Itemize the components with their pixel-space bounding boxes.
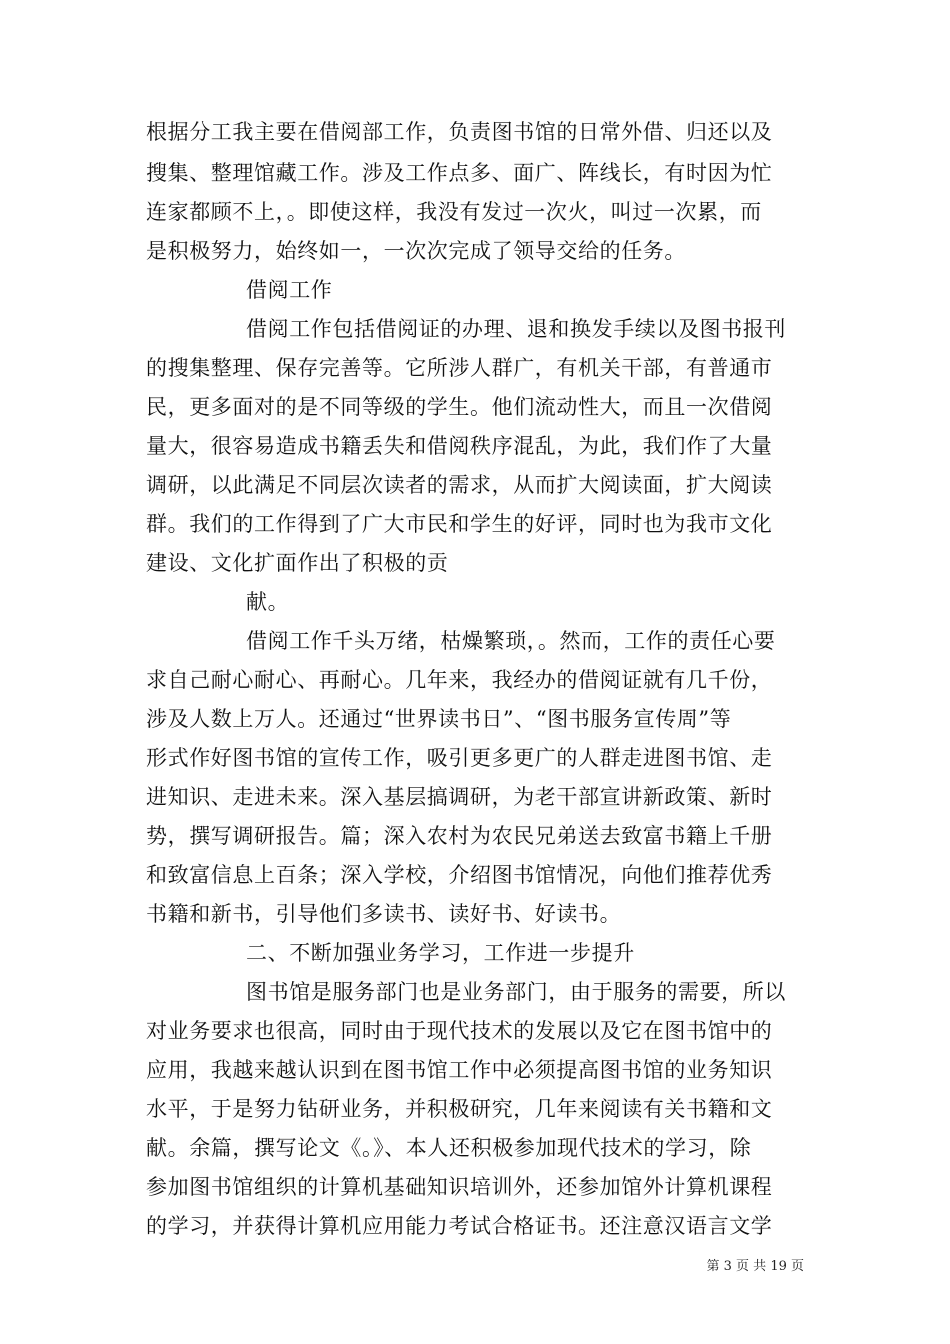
text-line: 借阅工作千头万绪，枯燥繁琐，。然而，工作的责任心要 <box>246 629 776 653</box>
text-line: 求自己耐心耐心、再耐心。几年来，我经办的借阅证就有几千份， <box>146 668 773 692</box>
text-line: 应用，我越来越认识到在图书馆工作中必须提高图书馆的业务知识 <box>146 1058 773 1082</box>
text-line: 参加图书馆组织的计算机基础知识培训外，还参加馆外计算机课程 <box>146 1175 773 1199</box>
section-heading: 借阅工作 <box>246 278 333 302</box>
text-line: 的搜集整理、保存完善等。它所涉人群广，有机关干部，有普通市 <box>146 356 773 380</box>
text-line: 是积极努力，始终如一，一次次完成了领导交给的任务。 <box>146 239 686 263</box>
text-line: 进知识、走进未来。深入基层搞调研，为老干部宣讲新政策、新时 <box>146 785 773 809</box>
text-line: 献。余篇，撰写论文《。》、本人还积极参加现代技术的学习，除 <box>146 1136 752 1160</box>
text-line: 连家都顾不上，。即使这样，我没有发过一次火，叫过一次累，而 <box>146 200 762 224</box>
text-line: 对业务要求也很高，同时由于现代技术的发展以及它在图书馆中的 <box>146 1019 773 1043</box>
text-line: 量大，很容易造成书籍丢失和借阅秩序混乱，为此，我们作了大量 <box>146 434 773 458</box>
text-line: 建设、文化扩面作出了积极的贡 <box>146 551 449 575</box>
text-line: 搜集、整理馆藏工作。涉及工作点多、面广、阵线长，有时因为忙 <box>146 161 773 185</box>
text-line: 借阅工作包括借阅证的办理、退和换发手续以及图书报刊 <box>246 317 786 341</box>
text-line: 势，撰写调研报告。篇；深入农村为农民兄弟送去致富书籍上千册 <box>146 824 773 848</box>
text-line: 形式作好图书馆的宣传工作，吸引更多更广的人群走进图书馆、走 <box>146 746 773 770</box>
text-line: 和致富信息上百条；深入学校，介绍图书馆情况，向他们推荐优秀 <box>146 863 773 887</box>
page-number-footer: 第 3 页 共 19 页 <box>706 1259 804 1274</box>
text-line: 调研，以此满足不同层次读者的需求，从而扩大阅读面，扩大阅读 <box>146 473 773 497</box>
text-line: 书籍和新书，引导他们多读书、读好书、好读书。 <box>146 902 622 926</box>
text-line: 涉及人数上万人。还通过“世界读书日”、“图书服务宣传周”等 <box>146 707 732 731</box>
text-line: 的学习，并获得计算机应用能力考试合格证书。还注意汉语言文学 <box>146 1214 773 1238</box>
text-line: 水平，于是努力钻研业务，并积极研究，几年来阅读有关书籍和文 <box>146 1097 773 1121</box>
text-line: 图书馆是服务部门也是业务部门，由于服务的需要，所以 <box>246 980 786 1004</box>
text-line: 根据分工我主要在借阅部工作，负责图书馆的日常外借、归还以及 <box>146 120 773 144</box>
section-heading: 二、不断加强业务学习，工作进一步提升 <box>246 941 635 965</box>
text-line: 群。我们的工作得到了广大市民和学生的好评，同时也为我市文化 <box>146 512 773 536</box>
text-line: 民，更多面对的是不同等级的学生。他们流动性大，而且一次借阅 <box>146 395 773 419</box>
text-line: 献。 <box>246 590 290 614</box>
